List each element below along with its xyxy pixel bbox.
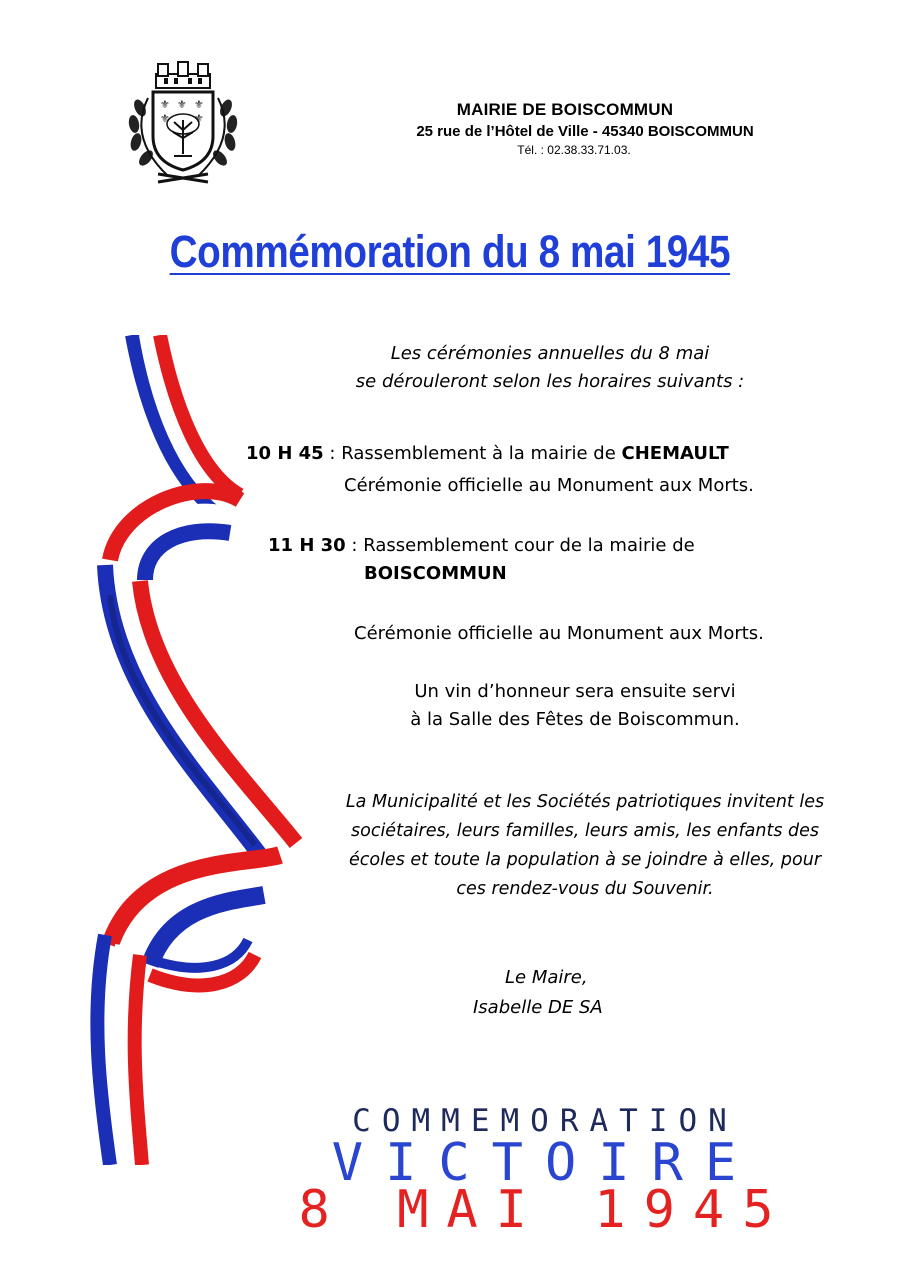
signature-role: Le Maire, [505,967,588,988]
event-2-text: Rassemblement cour de la mairie de [363,535,695,556]
event-1-place: CHEMAULT [621,443,729,464]
svg-text:⚜: ⚜ [160,98,170,111]
event-2-detail: Cérémonie officielle au Monument aux Morts. [354,623,764,644]
svg-text:⚜: ⚜ [160,112,170,125]
page-title-text: Commémoration du 8 mai 1945 [169,226,731,277]
event-2-place: BOISCOMMUN [364,563,507,584]
event-1-time: 10 H 45 [246,443,324,464]
event-1-text: Rassemblement à la mairie de [341,443,622,464]
event-2-time: 11 H 30 [268,535,346,556]
intro-line-1: Les cérémonies annuelles du 8 mai [390,343,710,364]
invitation-line-3: écoles et toute la population à se joindre à elles, pour [348,850,822,870]
event-1-detail: Cérémonie officielle au Monument aux Morts. [344,475,754,496]
invitation-line-2: sociétaires, leurs familles, leurs amis, les enfants des [351,821,819,841]
event-1-line [246,440,729,468]
reception-line-2: à la Salle des Fêtes de Boiscommun. [410,709,740,730]
town-hall-address: 25 rue de l’Hôtel de Ville - 45340 BOISCOMMUN [416,123,754,140]
header-block [330,100,800,157]
reception-line-1: Un vin d’honneur sera ensuite servi [414,681,736,702]
svg-text:⚜: ⚜ [177,98,187,111]
invitation-line-1: La Municipalité et les Sociétés patriotiques invitent les [345,792,825,812]
svg-text:⚜: ⚜ [194,98,204,111]
emblem-line-date: 8 MAI 1945 [298,1180,792,1240]
event-2-separator: : [345,535,364,556]
emblem-line-victoire: VICTOIRE [331,1133,759,1193]
invitation-line-4: ces rendez-vous du Souvenir. [456,879,714,899]
page-title [0,226,900,278]
town-hall-phone: Tél. : 02.38.33.71.03. [517,143,631,157]
reception-paragraph [380,678,770,734]
invitation-paragraph [305,788,865,904]
coat-of-arms-icon [118,58,248,188]
signature-name: Isabelle DE SA [473,997,603,1018]
event-1-separator: : [323,443,342,464]
intro-line-2: se dérouleront selon les horaires suivants : [355,371,745,392]
town-hall-name: MAIRIE DE BOISCOMMUN [456,100,674,119]
svg-text:⚜: ⚜ [194,112,204,125]
event-2-line [268,532,695,560]
intro-paragraph [330,340,770,396]
emblem-line-commemoration: COMMEMORATION [352,1103,738,1139]
